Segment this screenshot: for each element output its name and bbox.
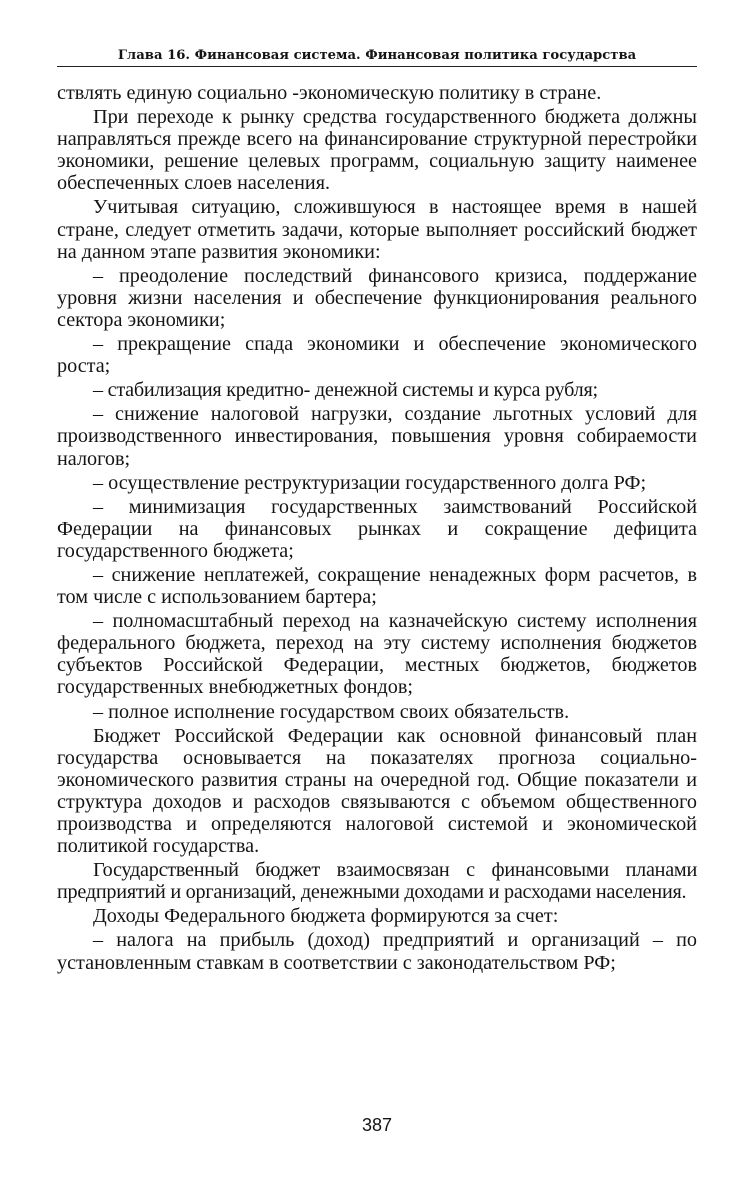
list-item-non-payments: – снижение неплатежей, сокращение ненадежных форм расчетов, в том числе с использованием бартера;: [57, 563, 697, 609]
book-page: [57, 46, 697, 1156]
paragraph-budget-interrelation: Государственный бюджет взаимосвязан с финансовыми планами предприятий и организаций, денежными доходами и расходами населения.: [57, 859, 697, 904]
list-item-debt-restructuring: – осуществление реструктуризации государственного долга РФ;: [93, 471, 647, 494]
paragraph-federal-budget-plan: Бюджет Российской Федерации как основной финансовый план государства основывается на показателях прогноза социально-экономического развития страны на очередной год. Общие показатели и структура доходов и расходов связываются с объемом общественного производства и определяются налоговой системой и экономической политикой государства.: [57, 724, 697, 858]
list-item-economic-growth: – прекращение спада экономики и обеспечение экономического роста;: [57, 333, 697, 378]
page-number: 387: [361, 1115, 393, 1135]
list-item-borrowing-minimization: – минимизация государственных заимствований Российской Федерации на финансовых рынках и сокращение дефицита государственного бюджета;: [57, 495, 697, 562]
body-text: [57, 82, 697, 974]
running-header: Глава 16. Финансовая система. Финансовая политика государства: [57, 46, 697, 67]
paragraph-continuation: ствлять единую социально -экономическую политику в стране.: [57, 82, 602, 104]
list-item-monetary-stabilization: – стабилизация кредитно- денежной системы и курса рубля;: [93, 379, 598, 402]
paragraph-state-budget-transition: При переходе к рынку средства государственного бюджета должны направляться прежде всего на финансирование структурной перестройки экономики, решение целевых программ, социальную защиту наименее обеспеченных слоев населения.: [57, 106, 697, 195]
list-item-treasury-system: – полномасштабный переход на казначейскую систему исполнения федерального бюджета, переход на эту систему исполнения бюджетов субъектов Российской Федерации, местных бюджетов, бюджетов государственных внебюджетных фондов;: [57, 610, 697, 699]
list-item-obligations: – полное исполнение государством своих обязательств.: [93, 700, 570, 723]
paragraph-revenue-sources-intro: Доходы Федерального бюджета формируются за счет:: [93, 905, 559, 928]
list-item-profit-tax: – налога на прибыль (доход) предприятий и организаций – по установленным ставкам в соответствии с законодательством РФ;: [57, 929, 697, 974]
paragraph-budget-tasks-intro: Учитывая ситуацию, сложившуюся в настоящее время в нашей стране, следует отметить задачи, которые выполняет российский бюджет на данном этапе развития экономики:: [57, 196, 697, 263]
list-item-tax-burden: – снижение налоговой нагрузки, создание льготных условий для производственного инвестирования, повышения уровня собираемости налогов;: [57, 403, 697, 470]
list-item-crisis-consequences: – преодоление последствий финансового кризиса, поддержание уровня жизни населения и обеспечение функционирования реального сектора экономики;: [57, 264, 697, 331]
